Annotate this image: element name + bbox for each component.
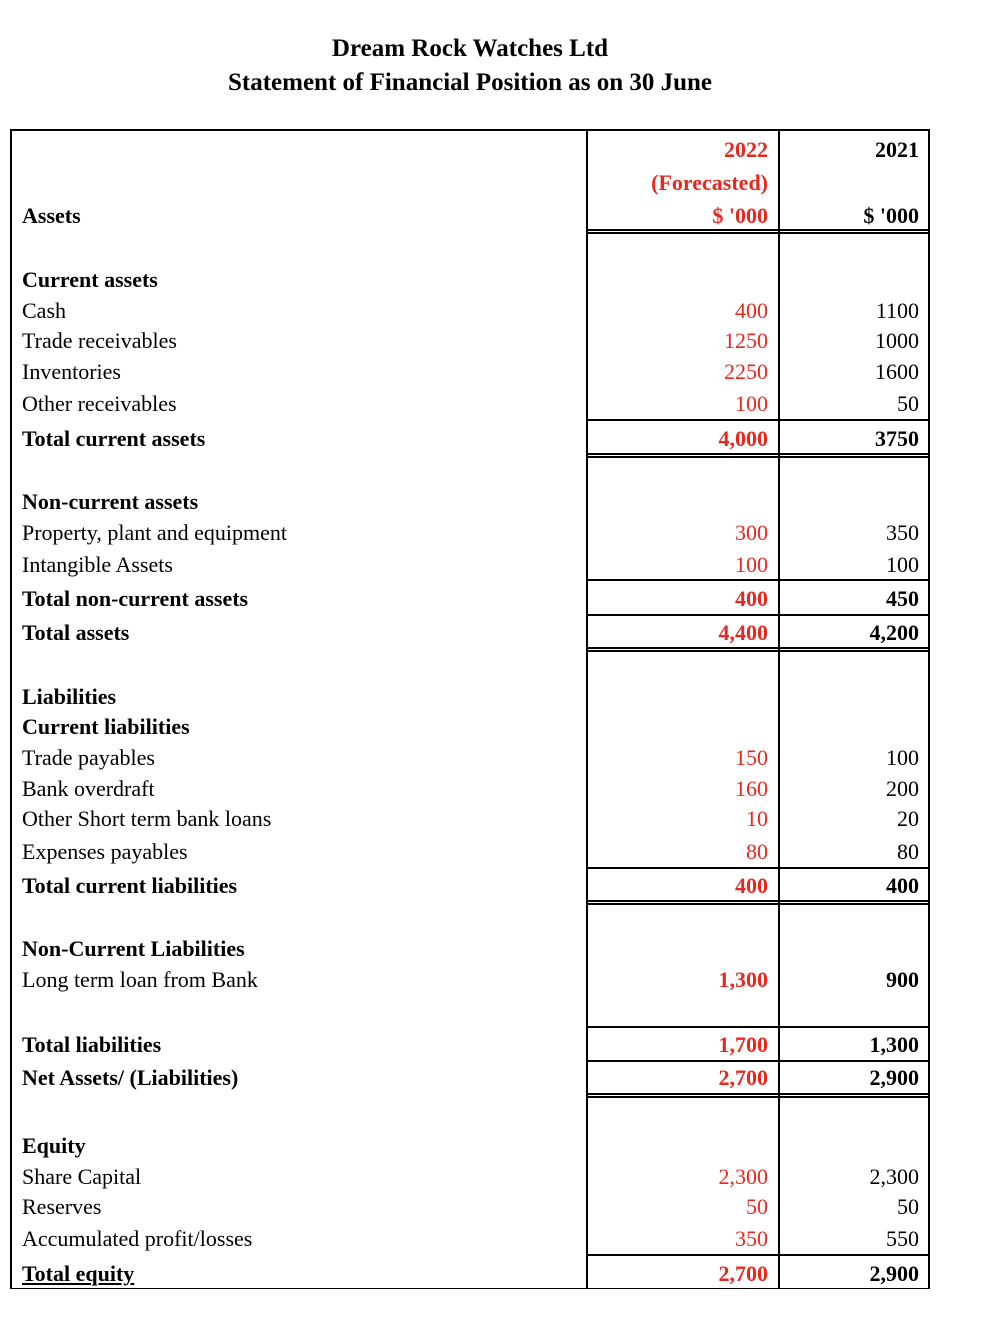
rule (586, 614, 930, 616)
value-2022: 350 (735, 1226, 768, 1251)
company-title: Dream Rock Watches Ltd (331, 35, 609, 62)
row-label: Cash (22, 298, 66, 323)
column-divider-2021 (778, 129, 780, 1289)
value-2021: 1600 (875, 359, 919, 384)
section-heading: Non-current assets (22, 489, 199, 514)
rule (586, 1026, 930, 1028)
header-rule-double (586, 232, 930, 234)
total-2022: 4,400 (718, 620, 768, 645)
value-2022: 160 (735, 776, 768, 801)
section-heading: Non-Current Liabilities (22, 936, 245, 961)
total-label: Total equity (22, 1261, 135, 1286)
rule (586, 579, 930, 581)
value-2022: 400 (735, 298, 768, 323)
value-2021: 200 (886, 776, 919, 801)
total-2021: 2,900 (869, 1065, 919, 1090)
statement-title: Statement of Financial Position as on 30 June (227, 69, 713, 96)
value-2021: 20 (897, 806, 919, 831)
financial-table (10, 129, 930, 1289)
row-label: Reserves (22, 1194, 102, 1219)
row-label: Share Capital (22, 1164, 142, 1189)
value-2022: 300 (735, 520, 768, 545)
rule (586, 867, 930, 869)
value-2021: 100 (886, 745, 919, 770)
value-2021: 1100 (875, 298, 919, 323)
value-2022: 80 (746, 839, 768, 864)
total-2021: 2,900 (869, 1261, 919, 1286)
value-2021: 50 (897, 391, 919, 416)
rule (586, 647, 930, 649)
total-label: Total non-current assets (22, 586, 249, 611)
col-2021-unit: $ '000 (863, 203, 919, 228)
col-2022-note: (Forecasted) (651, 170, 768, 195)
rule (586, 1096, 930, 1098)
rule (586, 903, 930, 905)
row-label: Expenses payables (22, 839, 188, 864)
value-2021: 100 (886, 552, 919, 577)
row-label: Intangible Assets (22, 552, 173, 577)
section-heading: Equity (22, 1133, 86, 1158)
rule (586, 1060, 930, 1062)
row-label: Inventories (22, 359, 121, 384)
total-label: Total assets (22, 620, 130, 645)
rule (586, 650, 930, 652)
value-2022: 100 (735, 552, 768, 577)
value-2022: 50 (746, 1194, 768, 1219)
col-2022-unit: $ '000 (712, 203, 768, 228)
total-2022: 400 (735, 586, 768, 611)
value-2021: 2,300 (869, 1164, 919, 1189)
total-label: Total current assets (22, 426, 206, 451)
col-2022-year: 2022 (724, 137, 768, 162)
row-label: Other Short term bank loans (22, 806, 272, 831)
value-2022: 2250 (724, 359, 768, 384)
row-label: Trade receivables (22, 328, 177, 353)
section-heading: Liabilities (22, 684, 117, 709)
total-2021: 1,300 (869, 1032, 919, 1057)
value-2021: 50 (897, 1194, 919, 1219)
row-label: Property, plant and equipment (22, 520, 287, 545)
rule (586, 1254, 930, 1256)
section-heading: Current assets (22, 267, 158, 292)
rule (586, 900, 930, 902)
column-divider-2022 (586, 129, 588, 1289)
total-2021: 400 (886, 873, 919, 898)
value-2021: 550 (886, 1226, 919, 1251)
value-2021: 80 (897, 839, 919, 864)
rule (586, 456, 930, 458)
value-2022: 10 (746, 806, 768, 831)
assets-heading: Assets (22, 203, 81, 228)
row-label: Other receivables (22, 391, 177, 416)
value-2022: 100 (735, 391, 768, 416)
total-label: Net Assets/ (Liabilities) (22, 1065, 239, 1090)
row-label: Trade payables (22, 745, 155, 770)
value-2022: 2,300 (718, 1164, 768, 1189)
total-2022: 2,700 (718, 1261, 768, 1286)
total-2021: 450 (886, 586, 919, 611)
total-2022: 2,700 (718, 1065, 768, 1090)
total-label: Total liabilities (22, 1032, 162, 1057)
col-2021-year: 2021 (875, 137, 919, 162)
section-heading: Current liabilities (22, 714, 190, 739)
total-2022: 4,000 (718, 426, 768, 451)
row-label: Long term loan from Bank (22, 967, 258, 992)
rule (586, 453, 930, 455)
value-2022: 150 (735, 745, 768, 770)
value-2021: 1000 (875, 328, 919, 353)
rule (586, 419, 930, 421)
value-2022: 1,300 (718, 967, 768, 992)
total-label: Total current liabilities (22, 873, 238, 898)
value-2021: 350 (886, 520, 919, 545)
total-2021: 3750 (875, 426, 919, 451)
value-2022: 1250 (724, 328, 768, 353)
value-2021: 900 (886, 967, 919, 992)
total-2021: 4,200 (869, 620, 919, 645)
row-label: Accumulated profit/losses (22, 1226, 253, 1251)
row-label: Bank overdraft (22, 776, 155, 801)
total-2022: 400 (735, 873, 768, 898)
rule (586, 1093, 930, 1095)
total-2022: 1,700 (718, 1032, 768, 1057)
